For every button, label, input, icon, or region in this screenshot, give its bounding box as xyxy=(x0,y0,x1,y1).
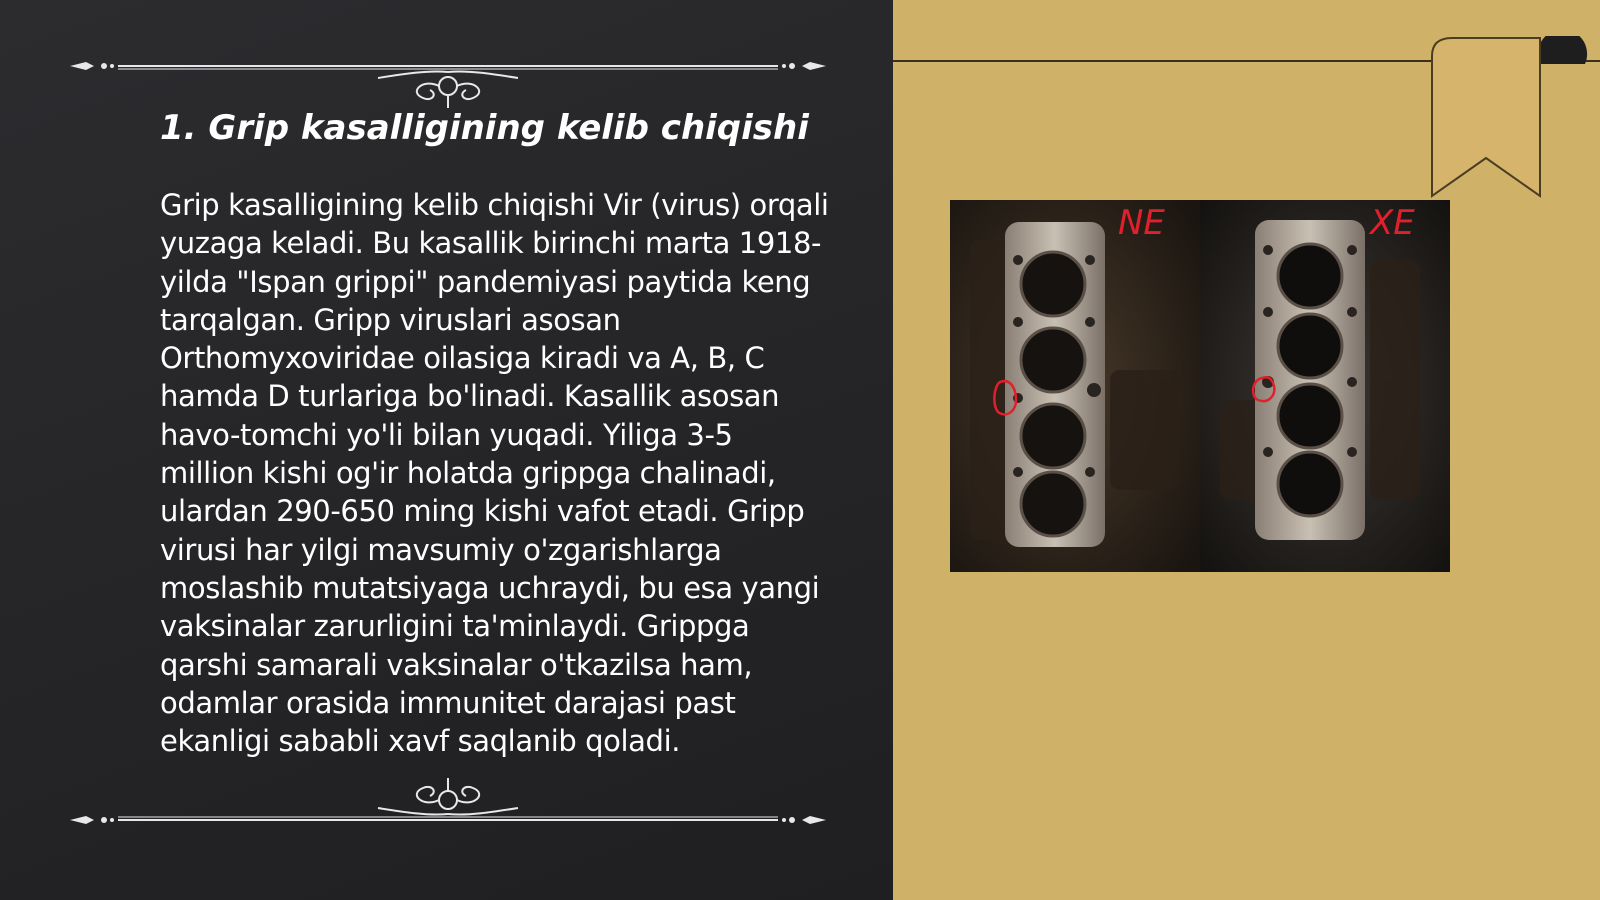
ornament-bottom-icon xyxy=(68,770,828,830)
body-paragraph: Grip kasalligining kelib chiqishi Vir (virus) orqali yuzaga keladi. Bu kasallik birinchi marta 1918-yilda "Ispan grippi" pandemiyasi paytida keng tarqalgan. Gripp viruslari asosan Orthomyxoviridae oilasiga kiradi va A, B, C hamda D turlariga bo'linadi. Kasallik asosan havo-tomchi yo'li bilan yuqadi. Yiliga 3-5 million kishi og'ir holatda grippga chalinadi, ulardan 290-650 ming kishi vafot etadi. Gripp virusi har yilgi mavsumiy o'zgarishlarga moslashib mutatsiyaga uchraydi, bu esa yangi vaksinalar zarurligini ta'minlaydi. Grippga qarshi samarali vaksinalar o'tkazilsa ham, odamlar orasida immunitet darajasi past ekanligi sababli xavf saqlanib qoladi. xyxy=(160,188,829,759)
bookmark-ribbon-icon xyxy=(1430,36,1600,200)
photo-label-ne: NE xyxy=(1118,203,1165,243)
engine-block-photo xyxy=(950,200,1450,572)
slide-title: 1. Grip kasalligining kelib chiqishi xyxy=(160,108,809,148)
photo-label-xe: XE xyxy=(1370,203,1415,243)
